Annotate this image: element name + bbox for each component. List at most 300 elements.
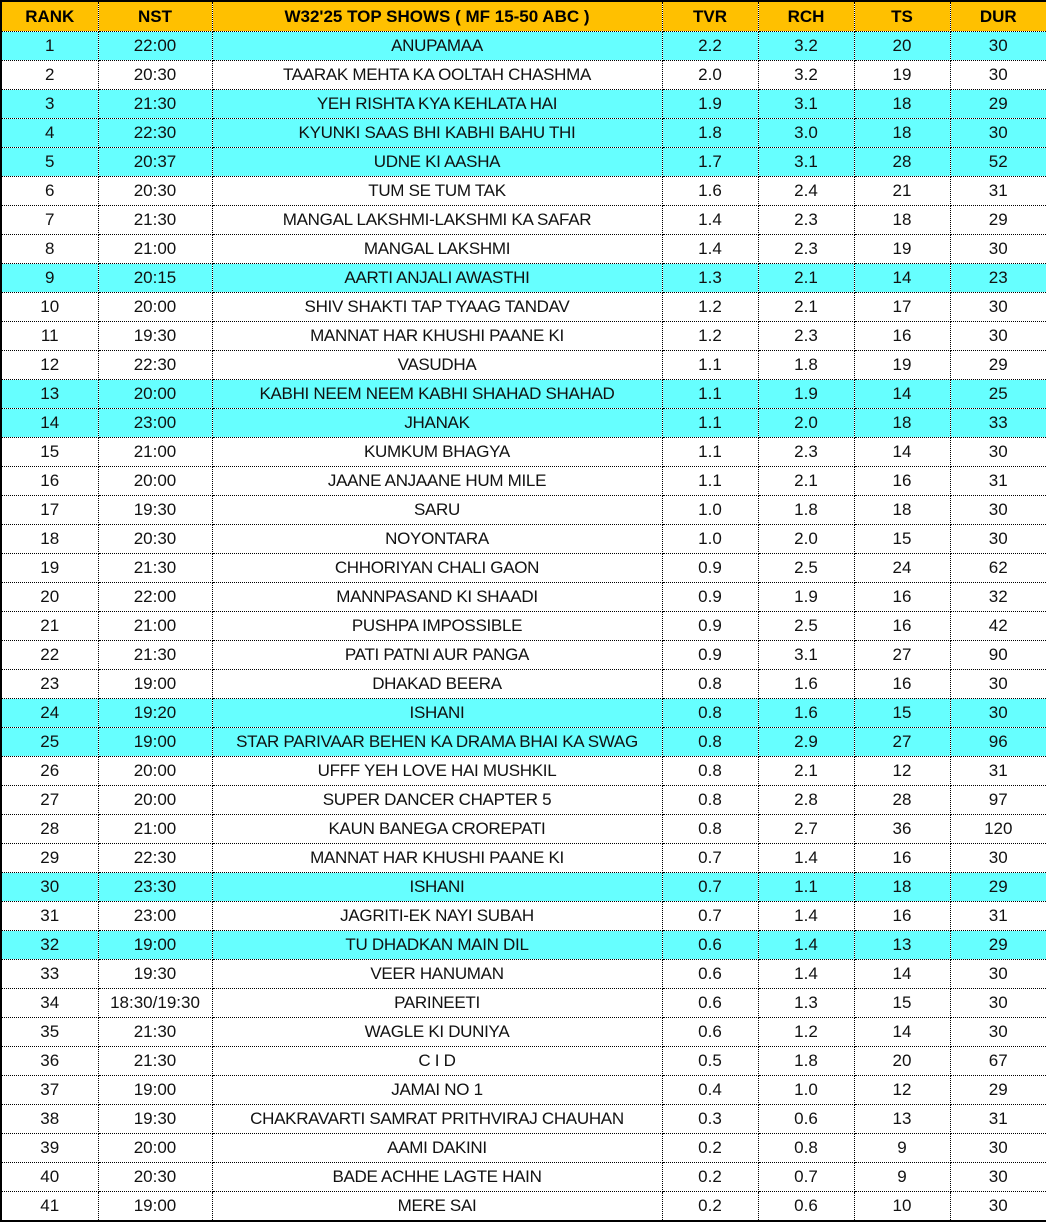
show-name-cell: YEH RISHTA KYA KEHLATA HAI [212, 90, 662, 119]
dur-cell: 97 [950, 786, 1046, 815]
dur-cell: 31 [950, 757, 1046, 786]
table-row [1, 351, 1046, 380]
rank-cell: 30 [1, 873, 98, 902]
dur-cell: 31 [950, 902, 1046, 931]
rank-cell: 2 [1, 61, 98, 90]
tvr-cell: 0.9 [662, 641, 758, 670]
dur-cell: 52 [950, 148, 1046, 177]
ts-cell: 14 [854, 960, 950, 989]
tvr-cell: 0.8 [662, 699, 758, 728]
dur-cell: 25 [950, 380, 1046, 409]
nst-cell: 23:30 [98, 873, 212, 902]
show-name-cell: VEER HANUMAN [212, 960, 662, 989]
show-name-cell: KABHI NEEM NEEM KABHI SHAHAD SHAHAD [212, 380, 662, 409]
tvr-cell: 1.1 [662, 380, 758, 409]
table-row [1, 931, 1046, 960]
dur-cell: 29 [950, 873, 1046, 902]
show-name-cell: MANGAL LAKSHMI-LAKSHMI KA SAFAR [212, 206, 662, 235]
nst-cell: 19:00 [98, 728, 212, 757]
dur-cell: 30 [950, 844, 1046, 873]
nst-cell: 22:30 [98, 351, 212, 380]
rch-cell: 1.9 [758, 380, 854, 409]
tvr-cell: 1.8 [662, 119, 758, 148]
rch-cell: 3.2 [758, 32, 854, 61]
show-name-cell: JAGRITI-EK NAYI SUBAH [212, 902, 662, 931]
ts-cell: 18 [854, 206, 950, 235]
table-row [1, 90, 1046, 119]
rank-cell: 34 [1, 989, 98, 1018]
dur-cell: 30 [950, 699, 1046, 728]
rank-cell: 40 [1, 1163, 98, 1192]
table-row [1, 177, 1046, 206]
rank-cell: 5 [1, 148, 98, 177]
dur-cell: 30 [950, 496, 1046, 525]
table-row [1, 148, 1046, 177]
rank-cell: 27 [1, 786, 98, 815]
show-name-cell: TAARAK MEHTA KA OOLTAH CHASHMA [212, 61, 662, 90]
show-name-cell: MERE SAI [212, 1192, 662, 1222]
show-name-cell: JAMAI NO 1 [212, 1076, 662, 1105]
table-row [1, 670, 1046, 699]
rch-cell: 1.8 [758, 496, 854, 525]
show-name-cell: TUM SE TUM TAK [212, 177, 662, 206]
rank-cell: 12 [1, 351, 98, 380]
table-row [1, 583, 1046, 612]
table-row [1, 786, 1046, 815]
rch-cell: 1.4 [758, 931, 854, 960]
dur-cell: 32 [950, 583, 1046, 612]
show-name-cell: MANNAT HAR KHUSHI PAANE KI [212, 844, 662, 873]
dur-cell: 29 [950, 206, 1046, 235]
table-row [1, 1047, 1046, 1076]
table-row [1, 612, 1046, 641]
table-row [1, 554, 1046, 583]
dur-cell: 31 [950, 1105, 1046, 1134]
ts-cell: 19 [854, 61, 950, 90]
rank-cell: 15 [1, 438, 98, 467]
tvr-cell: 0.5 [662, 1047, 758, 1076]
tvr-cell: 0.8 [662, 670, 758, 699]
rank-cell: 6 [1, 177, 98, 206]
show-name-cell: UFFF YEH LOVE HAI MUSHKIL [212, 757, 662, 786]
ts-cell: 18 [854, 873, 950, 902]
show-name-cell: ANUPAMAA [212, 32, 662, 61]
nst-cell: 23:00 [98, 409, 212, 438]
rank-cell: 21 [1, 612, 98, 641]
tvr-cell: 0.2 [662, 1192, 758, 1222]
rch-cell: 2.0 [758, 409, 854, 438]
show-name-cell: SHIV SHAKTI TAP TYAAG TANDAV [212, 293, 662, 322]
ts-cell: 15 [854, 989, 950, 1018]
table-row [1, 757, 1046, 786]
ts-cell: 16 [854, 670, 950, 699]
nst-cell: 20:30 [98, 525, 212, 554]
rch-cell: 2.5 [758, 612, 854, 641]
dur-cell: 29 [950, 90, 1046, 119]
header-title: W32'25 TOP SHOWS ( MF 15-50 ABC ) [212, 1, 662, 32]
table-row [1, 844, 1046, 873]
tvr-cell: 0.7 [662, 902, 758, 931]
ts-cell: 18 [854, 119, 950, 148]
ts-cell: 9 [854, 1163, 950, 1192]
nst-cell: 20:00 [98, 757, 212, 786]
table-row [1, 1134, 1046, 1163]
dur-cell: 30 [950, 989, 1046, 1018]
table-row [1, 119, 1046, 148]
ts-cell: 14 [854, 264, 950, 293]
nst-cell: 23:00 [98, 902, 212, 931]
show-name-cell: ISHANI [212, 699, 662, 728]
rank-cell: 22 [1, 641, 98, 670]
ts-cell: 16 [854, 902, 950, 931]
show-name-cell: MANGAL LAKSHMI [212, 235, 662, 264]
nst-cell: 19:00 [98, 1192, 212, 1222]
nst-cell: 19:00 [98, 931, 212, 960]
nst-cell: 19:20 [98, 699, 212, 728]
rch-cell: 2.4 [758, 177, 854, 206]
rank-cell: 18 [1, 525, 98, 554]
show-name-cell: KUMKUM BHAGYA [212, 438, 662, 467]
rch-cell: 3.1 [758, 90, 854, 119]
nst-cell: 20:00 [98, 380, 212, 409]
show-name-cell: KAUN BANEGA CROREPATI [212, 815, 662, 844]
tvr-cell: 1.2 [662, 322, 758, 351]
show-name-cell: UDNE KI AASHA [212, 148, 662, 177]
rank-cell: 29 [1, 844, 98, 873]
rch-cell: 1.6 [758, 670, 854, 699]
table-row [1, 61, 1046, 90]
rank-cell: 32 [1, 931, 98, 960]
dur-cell: 67 [950, 1047, 1046, 1076]
nst-cell: 21:00 [98, 815, 212, 844]
rank-cell: 37 [1, 1076, 98, 1105]
dur-cell: 31 [950, 177, 1046, 206]
nst-cell: 20:15 [98, 264, 212, 293]
rank-cell: 36 [1, 1047, 98, 1076]
tvr-cell: 1.0 [662, 525, 758, 554]
ts-cell: 17 [854, 293, 950, 322]
ts-cell: 19 [854, 351, 950, 380]
ts-cell: 18 [854, 496, 950, 525]
rank-cell: 4 [1, 119, 98, 148]
dur-cell: 62 [950, 554, 1046, 583]
rank-cell: 41 [1, 1192, 98, 1222]
header-rch: RCH [758, 1, 854, 32]
tvr-cell: 1.2 [662, 293, 758, 322]
ts-cell: 16 [854, 322, 950, 351]
table-row [1, 1192, 1046, 1222]
dur-cell: 30 [950, 438, 1046, 467]
show-name-cell: PUSHPA IMPOSSIBLE [212, 612, 662, 641]
show-name-cell: BADE ACHHE LAGTE HAIN [212, 1163, 662, 1192]
rank-cell: 20 [1, 583, 98, 612]
rch-cell: 0.6 [758, 1105, 854, 1134]
show-name-cell: NOYONTARA [212, 525, 662, 554]
table-row [1, 525, 1046, 554]
tvr-cell: 0.9 [662, 612, 758, 641]
tvr-cell: 1.7 [662, 148, 758, 177]
rch-cell: 1.9 [758, 583, 854, 612]
ts-cell: 20 [854, 1047, 950, 1076]
rch-cell: 1.6 [758, 699, 854, 728]
table-row [1, 264, 1046, 293]
dur-cell: 30 [950, 960, 1046, 989]
header-dur: DUR [950, 1, 1046, 32]
dur-cell: 30 [950, 119, 1046, 148]
show-name-cell: AAMI DAKINI [212, 1134, 662, 1163]
rch-cell: 2.1 [758, 293, 854, 322]
header-tvr: TVR [662, 1, 758, 32]
rank-cell: 33 [1, 960, 98, 989]
table-row [1, 960, 1046, 989]
rank-cell: 26 [1, 757, 98, 786]
tvr-cell: 0.6 [662, 931, 758, 960]
tvr-cell: 0.2 [662, 1134, 758, 1163]
dur-cell: 30 [950, 670, 1046, 699]
ts-cell: 28 [854, 148, 950, 177]
table-row [1, 989, 1046, 1018]
table-row [1, 32, 1046, 61]
table-row [1, 902, 1046, 931]
rank-cell: 23 [1, 670, 98, 699]
nst-cell: 20:00 [98, 293, 212, 322]
rank-cell: 31 [1, 902, 98, 931]
ts-cell: 10 [854, 1192, 950, 1222]
rch-cell: 1.3 [758, 989, 854, 1018]
show-name-cell: MANNPASAND KI SHAADI [212, 583, 662, 612]
rch-cell: 2.3 [758, 206, 854, 235]
ts-cell: 14 [854, 380, 950, 409]
tvr-cell: 1.1 [662, 351, 758, 380]
ts-cell: 16 [854, 583, 950, 612]
dur-cell: 29 [950, 931, 1046, 960]
show-name-cell: VASUDHA [212, 351, 662, 380]
nst-cell: 21:30 [98, 1047, 212, 1076]
table-row [1, 641, 1046, 670]
rank-cell: 25 [1, 728, 98, 757]
rch-cell: 1.4 [758, 844, 854, 873]
tvr-cell: 1.4 [662, 206, 758, 235]
dur-cell: 30 [950, 525, 1046, 554]
rch-cell: 0.7 [758, 1163, 854, 1192]
dur-cell: 96 [950, 728, 1046, 757]
table-row [1, 873, 1046, 902]
table-body [1, 32, 1046, 1222]
rch-cell: 2.1 [758, 467, 854, 496]
tvr-cell: 1.1 [662, 438, 758, 467]
table-row [1, 438, 1046, 467]
nst-cell: 22:00 [98, 32, 212, 61]
rch-cell: 2.3 [758, 235, 854, 264]
tvr-cell: 0.8 [662, 757, 758, 786]
header-ts: TS [854, 1, 950, 32]
rch-cell: 2.3 [758, 438, 854, 467]
table-row [1, 467, 1046, 496]
table-row [1, 1163, 1046, 1192]
dur-cell: 30 [950, 322, 1046, 351]
dur-cell: 30 [950, 1134, 1046, 1163]
table-row [1, 815, 1046, 844]
ts-cell: 16 [854, 467, 950, 496]
ts-cell: 19 [854, 235, 950, 264]
nst-cell: 19:30 [98, 1105, 212, 1134]
rank-cell: 38 [1, 1105, 98, 1134]
nst-cell: 19:30 [98, 960, 212, 989]
rch-cell: 1.4 [758, 960, 854, 989]
nst-cell: 19:00 [98, 1076, 212, 1105]
nst-cell: 21:30 [98, 90, 212, 119]
show-name-cell: TU DHADKAN MAIN DIL [212, 931, 662, 960]
table-row [1, 1105, 1046, 1134]
ts-cell: 15 [854, 525, 950, 554]
table-row [1, 380, 1046, 409]
show-name-cell: KYUNKI SAAS BHI KABHI BAHU THI [212, 119, 662, 148]
ts-cell: 16 [854, 612, 950, 641]
tvr-cell: 1.9 [662, 90, 758, 119]
show-name-cell: SUPER DANCER CHAPTER 5 [212, 786, 662, 815]
ts-cell: 20 [854, 32, 950, 61]
ts-cell: 14 [854, 438, 950, 467]
tvr-cell: 0.8 [662, 786, 758, 815]
rch-cell: 2.5 [758, 554, 854, 583]
ts-cell: 15 [854, 699, 950, 728]
ts-cell: 12 [854, 757, 950, 786]
show-name-cell: WAGLE KI DUNIYA [212, 1018, 662, 1047]
tvr-cell: 0.7 [662, 844, 758, 873]
table-row [1, 728, 1046, 757]
nst-cell: 21:30 [98, 641, 212, 670]
table-row [1, 1076, 1046, 1105]
rch-cell: 3.1 [758, 641, 854, 670]
rank-cell: 3 [1, 90, 98, 119]
dur-cell: 30 [950, 1018, 1046, 1047]
dur-cell: 29 [950, 351, 1046, 380]
rch-cell: 1.0 [758, 1076, 854, 1105]
tvr-cell: 2.0 [662, 61, 758, 90]
rch-cell: 3.2 [758, 61, 854, 90]
ts-cell: 27 [854, 728, 950, 757]
nst-cell: 21:00 [98, 438, 212, 467]
rch-cell: 1.2 [758, 1018, 854, 1047]
rch-cell: 2.0 [758, 525, 854, 554]
rank-cell: 9 [1, 264, 98, 293]
tvr-cell: 0.8 [662, 815, 758, 844]
rch-cell: 2.7 [758, 815, 854, 844]
dur-cell: 30 [950, 235, 1046, 264]
rch-cell: 0.6 [758, 1192, 854, 1222]
dur-cell: 30 [950, 1192, 1046, 1222]
rch-cell: 2.1 [758, 757, 854, 786]
tvr-cell: 0.2 [662, 1163, 758, 1192]
rch-cell: 3.1 [758, 148, 854, 177]
header-nst: NST [98, 1, 212, 32]
nst-cell: 21:30 [98, 1018, 212, 1047]
rank-cell: 14 [1, 409, 98, 438]
table-row [1, 409, 1046, 438]
nst-cell: 21:00 [98, 612, 212, 641]
dur-cell: 31 [950, 467, 1046, 496]
show-name-cell: AARTI ANJALI AWASTHI [212, 264, 662, 293]
tvr-cell: 0.6 [662, 989, 758, 1018]
rank-cell: 11 [1, 322, 98, 351]
dur-cell: 30 [950, 293, 1046, 322]
rank-cell: 1 [1, 32, 98, 61]
rank-cell: 28 [1, 815, 98, 844]
table-row [1, 293, 1046, 322]
tvr-cell: 0.9 [662, 583, 758, 612]
table-row [1, 496, 1046, 525]
nst-cell: 20:00 [98, 786, 212, 815]
nst-cell: 18:30/19:30 [98, 989, 212, 1018]
show-name-cell: STAR PARIVAAR BEHEN KA DRAMA BHAI KA SWAG [212, 728, 662, 757]
rch-cell: 1.4 [758, 902, 854, 931]
show-name-cell: PARINEETI [212, 989, 662, 1018]
show-name-cell: DHAKAD BEERA [212, 670, 662, 699]
nst-cell: 20:30 [98, 177, 212, 206]
nst-cell: 20:00 [98, 1134, 212, 1163]
rch-cell: 3.0 [758, 119, 854, 148]
nst-cell: 22:30 [98, 119, 212, 148]
dur-cell: 90 [950, 641, 1046, 670]
show-name-cell: CHAKRAVARTI SAMRAT PRITHVIRAJ CHAUHAN [212, 1105, 662, 1134]
ts-cell: 14 [854, 1018, 950, 1047]
dur-cell: 30 [950, 61, 1046, 90]
rank-cell: 13 [1, 380, 98, 409]
show-name-cell: ISHANI [212, 873, 662, 902]
rch-cell: 1.1 [758, 873, 854, 902]
tvr-cell: 0.6 [662, 960, 758, 989]
show-name-cell: MANNAT HAR KHUSHI PAANE KI [212, 322, 662, 351]
ts-cell: 28 [854, 786, 950, 815]
nst-cell: 21:30 [98, 206, 212, 235]
tvr-cell: 1.3 [662, 264, 758, 293]
table-row [1, 699, 1046, 728]
ts-cell: 9 [854, 1134, 950, 1163]
nst-cell: 19:30 [98, 322, 212, 351]
show-name-cell: CHHORIYAN CHALI GAON [212, 554, 662, 583]
tvr-cell: 1.1 [662, 467, 758, 496]
nst-cell: 22:00 [98, 583, 212, 612]
table-row [1, 1018, 1046, 1047]
ts-cell: 12 [854, 1076, 950, 1105]
show-name-cell: SARU [212, 496, 662, 525]
rch-cell: 1.8 [758, 351, 854, 380]
show-name-cell: JHANAK [212, 409, 662, 438]
rch-cell: 2.3 [758, 322, 854, 351]
ts-cell: 21 [854, 177, 950, 206]
show-name-cell: PATI PATNI AUR PANGA [212, 641, 662, 670]
dur-cell: 29 [950, 1076, 1046, 1105]
rch-cell: 0.8 [758, 1134, 854, 1163]
rank-cell: 19 [1, 554, 98, 583]
rank-cell: 8 [1, 235, 98, 264]
show-name-cell: C I D [212, 1047, 662, 1076]
nst-cell: 20:00 [98, 467, 212, 496]
header-rank: RANK [1, 1, 98, 32]
nst-cell: 20:30 [98, 61, 212, 90]
rch-cell: 2.9 [758, 728, 854, 757]
rank-cell: 24 [1, 699, 98, 728]
tvr-cell: 0.6 [662, 1018, 758, 1047]
rch-cell: 2.8 [758, 786, 854, 815]
rank-cell: 35 [1, 1018, 98, 1047]
table-row [1, 206, 1046, 235]
table-row [1, 235, 1046, 264]
tvr-cell: 0.7 [662, 873, 758, 902]
tvr-cell: 0.3 [662, 1105, 758, 1134]
rank-cell: 17 [1, 496, 98, 525]
ts-cell: 13 [854, 1105, 950, 1134]
